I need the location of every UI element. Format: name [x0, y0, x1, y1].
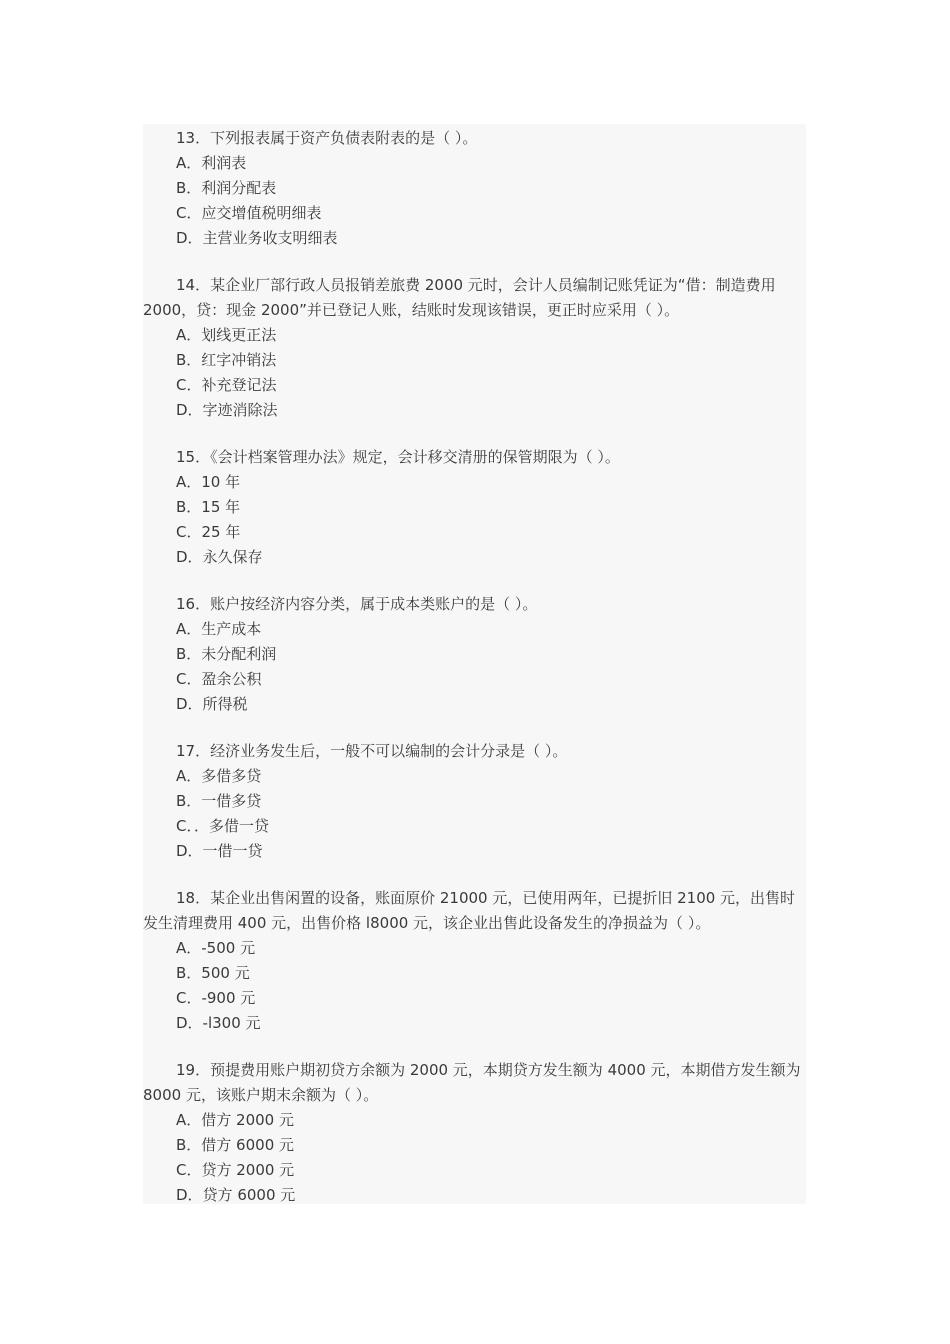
option-b: B．未分配利润	[176, 645, 277, 663]
question-stem: 17．经济业务发生后，一般不可以编制的会计分录是（ ）。	[176, 742, 568, 760]
question-18	[143, 886, 806, 1036]
option-d: D．贷方 6000 元	[176, 1186, 296, 1204]
option-b: B．15 年	[176, 498, 241, 516]
question-17	[143, 739, 806, 864]
option-d: D．所得税	[176, 695, 248, 713]
question-15	[143, 445, 806, 570]
question-13	[143, 126, 806, 251]
option-c: C．应交增值税明细表	[176, 204, 322, 222]
option-a: A．-500 元	[176, 939, 256, 957]
option-a: A．生产成本	[176, 620, 262, 638]
option-b: B．红字冲销法	[176, 351, 277, 369]
option-b: B．500 元	[176, 964, 250, 982]
option-a: A．多借多贷	[176, 767, 262, 785]
option-c: C．．多借一贷	[176, 817, 269, 835]
option-d: D．永久保存	[176, 548, 263, 566]
option-c: C．25 年	[176, 523, 241, 541]
question-14	[143, 273, 806, 423]
option-a: A．10 年	[176, 473, 241, 491]
option-c: C．贷方 2000 元	[176, 1161, 295, 1179]
option-d: D．一借一贷	[176, 842, 263, 860]
document-page	[143, 124, 806, 1204]
question-stem: 15．《会计档案管理办法》规定，会计移交清册的保管期限为（ ）。	[176, 448, 620, 466]
option-c: C．补充登记法	[176, 376, 277, 394]
option-b: B．借方 6000 元	[176, 1136, 295, 1154]
option-a: A．利润表	[176, 154, 247, 172]
option-d: D．主营业务收支明细表	[176, 229, 338, 247]
question-stem: 13．下列报表属于资产负债表附表的是（ ）。	[176, 129, 478, 147]
option-d: D．字迹消除法	[176, 401, 278, 419]
option-b: B．一借多贷	[176, 792, 262, 810]
option-b: B．利润分配表	[176, 179, 277, 197]
option-a: A．划线更正法	[176, 326, 277, 344]
option-d: D．-l300 元	[176, 1014, 261, 1032]
option-c: C．-900 元	[176, 989, 256, 1007]
question-stem: 18．某企业出售闲置的设备，账面原价 21000 元，已使用两年，已提折旧 2100 元，出售时发生清理费用 400 元，出售价格 l8000 元，该企业出售此设备发生的净损益为（ ）。	[143, 889, 796, 932]
question-stem: 19．预提费用账户期初贷方余额为 2000 元，本期贷方发生额为 4000 元，本期借方发生额为 8000 元，该账户期末余额为（ ）。	[143, 1061, 801, 1104]
question-19	[143, 1058, 806, 1208]
question-stem: 16．账户按经济内容分类，属于成本类账户的是（ ）。	[176, 595, 538, 613]
question-stem: 14．某企业厂部行政人员报销差旅费 2000 元时，会计人员编制记账凭证为“借：制造费用 2000，贷：现金 2000”并已登记人账，结账时发现该错误，更正时应采用（ ）。	[143, 276, 776, 319]
question-16	[143, 592, 806, 717]
option-c: C．盈余公积	[176, 670, 262, 688]
option-a: A．借方 2000 元	[176, 1111, 294, 1129]
